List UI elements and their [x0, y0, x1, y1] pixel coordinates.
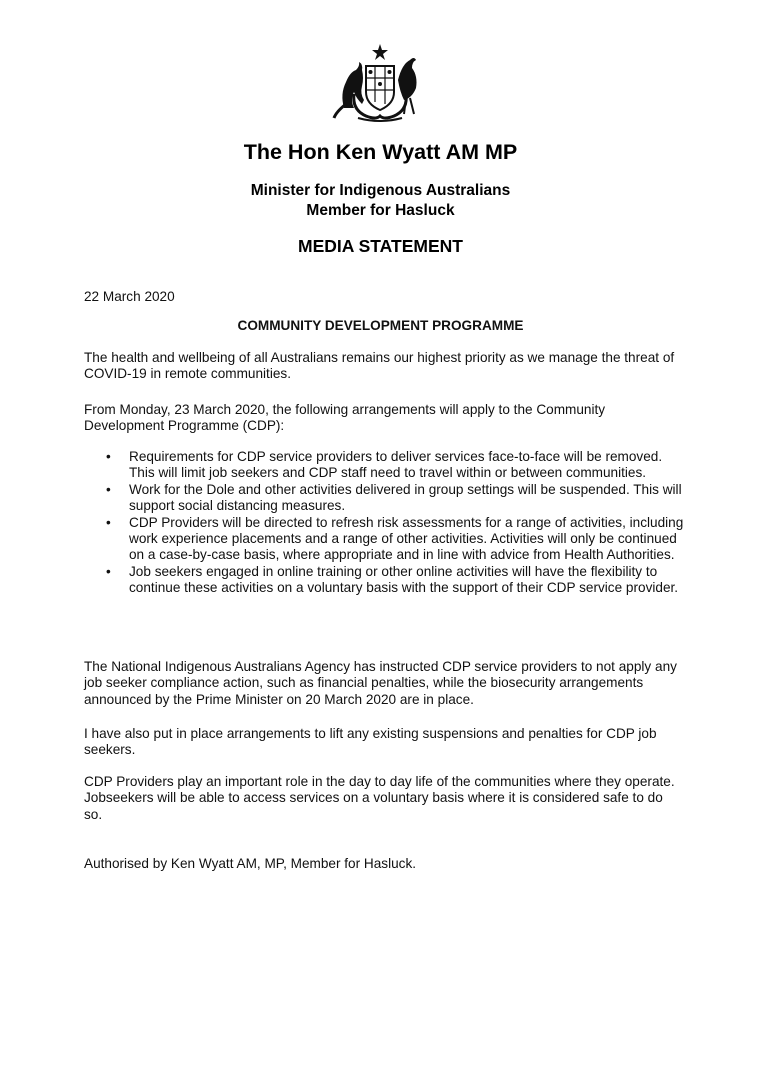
portfolio-block: [0, 181, 761, 221]
list-item-text: Requirements for CDP service providers to deliver services face-to-face will be removed. This will limit job seekers and CDP staff need to travel within or between communities.: [129, 449, 663, 481]
statement-date: 22 March 2020: [84, 289, 175, 304]
electorate-title: Member for Hasluck: [306, 202, 455, 219]
suspensions-paragraph: I have also put in place arrangements to lift any existing suspensions and penalties for CDP job seekers.: [84, 726, 657, 758]
list-item-text: Job seekers engaged in online training or other online activities will have the flexibility to continue these activities on a voluntary basis with the support of their CDP service provider.: [129, 563, 679, 596]
statement-subject: COMMUNITY DEVELOPMENT PROGRAMME: [237, 318, 524, 333]
arrangements-list: [84, 449, 684, 597]
statement-type: MEDIA STATEMENT: [298, 236, 463, 256]
list-item: [84, 482, 684, 515]
list-item: [84, 515, 684, 564]
portfolio-title: Minister for Indigenous Australians: [250, 182, 511, 199]
commonwealth-coat-of-arms-icon: [332, 42, 428, 124]
intro-paragraph: The health and wellbeing of all Australians remains our highest priority as we manage the threat of COVID-19 in remote communities.: [84, 350, 675, 382]
authorisation-line: Authorised by Ken Wyatt AM, MP, Member for Hasluck.: [84, 856, 417, 871]
list-item: [84, 564, 684, 597]
providers-paragraph: CDP Providers play an important role in the day to day life of the communities where they operate. Jobseekers will be able to access services on a voluntary basis where it is considered safe to do so.: [84, 774, 675, 822]
bullet-icon: •: [106, 514, 111, 530]
list-item-text: CDP Providers will be directed to refresh risk assessments for a range of activities, including work experience placements and a range of other activities. Activities will only be continued on a case-by-case basis, where appropriate and in line with advice from Health Authorities.: [129, 514, 684, 563]
list-item: [84, 449, 684, 482]
bullet-icon: •: [106, 563, 111, 579]
arrangements-paragraph: From Monday, 23 March 2020, the following arrangements will apply to the Community Development Programme (CDP):: [84, 402, 606, 434]
compliance-paragraph: The National Indigenous Australians Agency has instructed CDP service providers to not apply any job seeker compliance action, such as financial penalties, while the biosecurity arrangements announced by the Prime Minister on 20 March 2020 are in place.: [84, 659, 677, 707]
list-item-text: Work for the Dole and other activities delivered in group settings will be suspended. This will support social distancing measures.: [129, 481, 682, 514]
minister-name: The Hon Ken Wyatt AM MP: [243, 140, 518, 164]
bullet-icon: •: [106, 449, 111, 464]
bullet-icon: •: [106, 481, 111, 497]
